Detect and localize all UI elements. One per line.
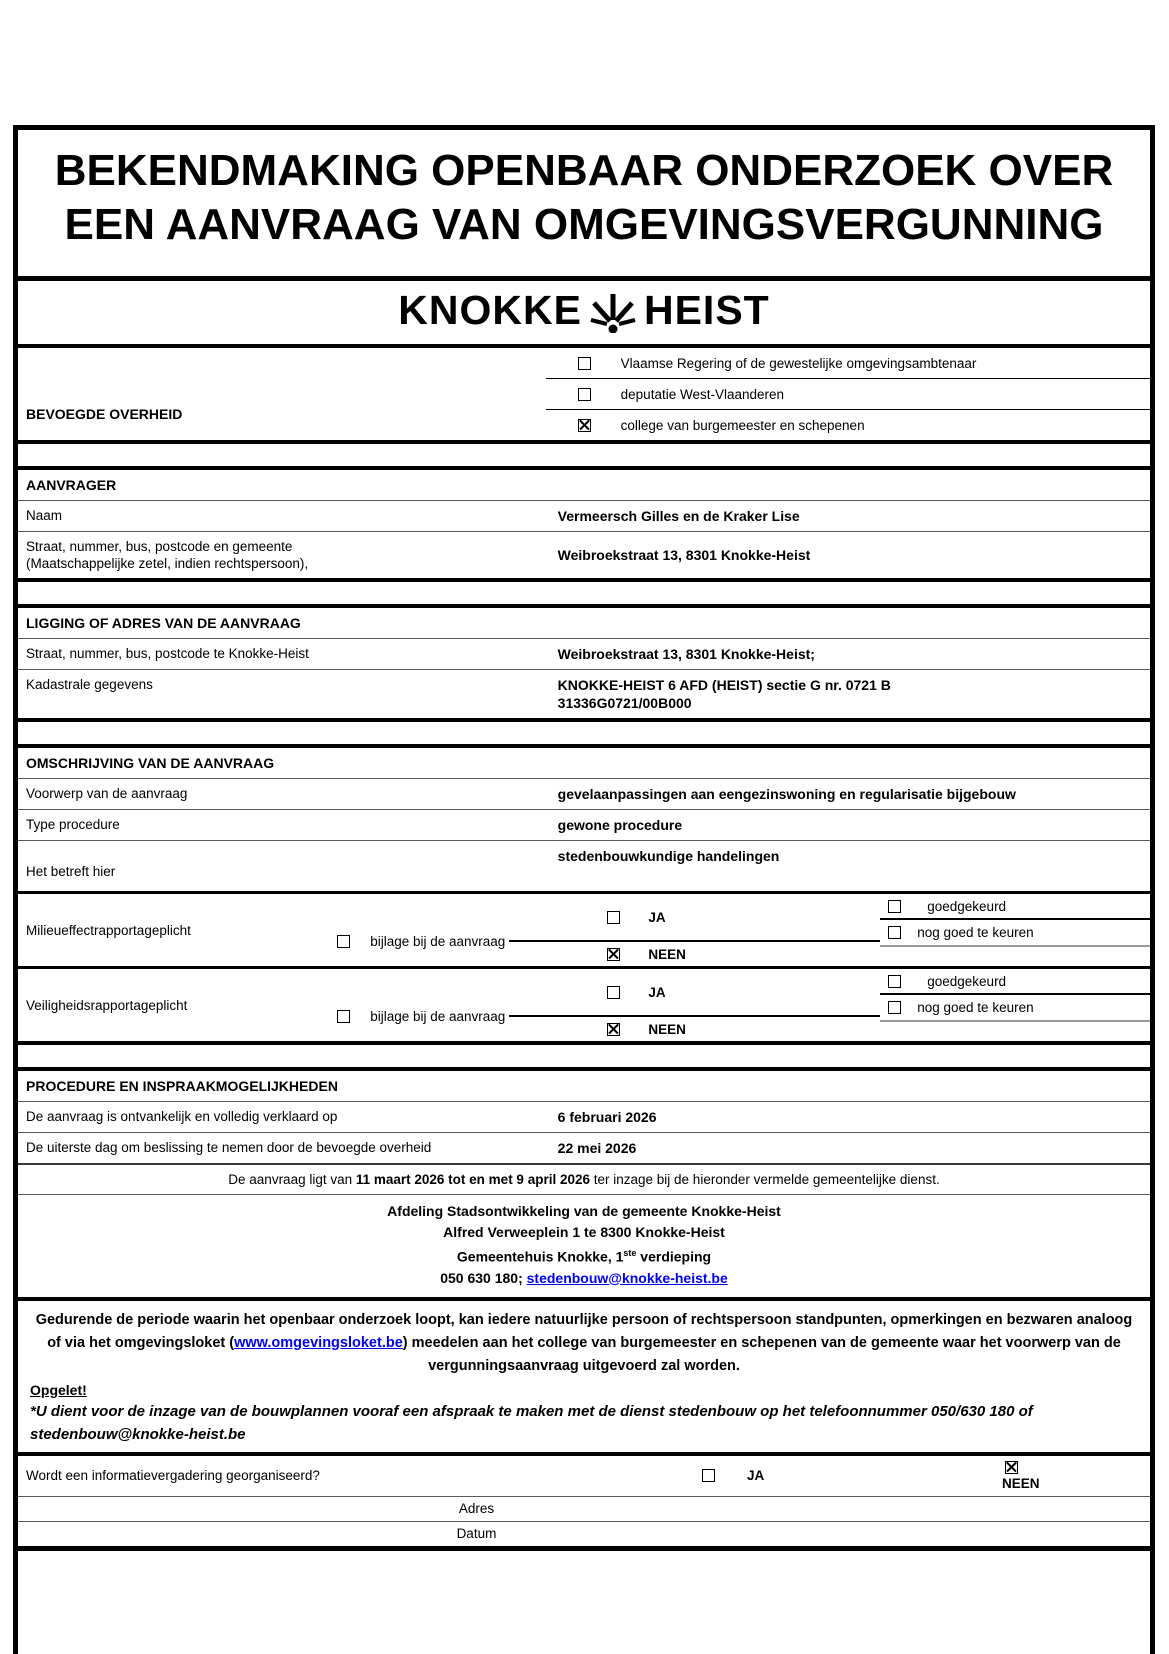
- checkbox-milieu-bijlage[interactable]: [337, 935, 350, 948]
- option-label: deputatie West-Vlaanderen: [620, 386, 785, 402]
- checkbox-milieu-nog[interactable]: [888, 926, 901, 939]
- empty-cell: [880, 1022, 1150, 1041]
- checkbox-milieu-neen[interactable]: [607, 948, 620, 961]
- row-veiligheidsrapportageplicht: [18, 966, 1150, 1041]
- veiligheid-label-cell: [18, 969, 509, 1041]
- dienst-name: Afdeling Stadsontwikkeling van de gemeente Knokke-Heist: [387, 1203, 781, 1219]
- section-omschrijving: [18, 744, 1150, 1045]
- table-row: [18, 639, 1150, 669]
- checkbox-milieu-ja[interactable]: [607, 911, 620, 924]
- checkbox-college[interactable]: [578, 419, 591, 432]
- kadaster-label: Kadastrale gegevens: [26, 677, 153, 692]
- aanvrager-adres-value: Weibroekstraat 13, 8301 Knokke-Heist: [557, 547, 811, 563]
- option-college: [546, 409, 1150, 440]
- checkbox-vergadering-neen[interactable]: [1005, 1461, 1018, 1474]
- ligging-straat-label: Straat, nummer, bus, postcode te Knokke-Heist: [26, 646, 309, 661]
- table-row: [18, 531, 1150, 578]
- goedgekeurd-label: goedgekeurd: [927, 973, 1007, 989]
- vergadering-block: [18, 1452, 1150, 1546]
- veiligheid-goedkeuring: [880, 969, 1150, 1041]
- omgevingsloket-link[interactable]: www.omgevingsloket.be: [234, 1334, 403, 1351]
- email-link[interactable]: stedenbouw@knokke-heist.be: [526, 1269, 728, 1286]
- inzage-period: 11 maart 2026 tot en met 9 april 2026: [355, 1172, 590, 1187]
- veiligheid-goedgekeurd-row: [880, 969, 1150, 995]
- table-row: [18, 779, 1150, 809]
- vergadering-ja: [702, 1468, 1002, 1483]
- bevoegde-overheid-options: [546, 348, 1150, 440]
- checkbox-veiligheid-bijlage[interactable]: [337, 1010, 350, 1023]
- milieu-goedgekeurd-row: [880, 894, 1150, 920]
- naam-label: Naam: [26, 508, 63, 523]
- checkbox-vergadering-ja[interactable]: [702, 1469, 715, 1482]
- section-spacer: [18, 444, 1150, 466]
- veiligheid-neen-row: [509, 1017, 880, 1041]
- checkbox-veiligheid-nog[interactable]: [888, 1001, 901, 1014]
- table-row: [18, 501, 1150, 531]
- milieu-bijlage: [337, 934, 505, 949]
- option-label: college van burgemeester en schepenen: [620, 417, 865, 433]
- empty-cell: [880, 947, 1150, 966]
- title-box: [18, 130, 1150, 281]
- dienst-address: Alfred Verweeplein 1 te 8300 Knokke-Heist: [443, 1224, 725, 1240]
- section-procedure: [18, 1067, 1150, 1654]
- checkbox-veiligheid-neen[interactable]: [607, 1023, 620, 1036]
- option-label: Vlaamse Regering of de gewestelijke omgevingsambtenaar: [620, 355, 977, 371]
- milieu-ja-row: [509, 894, 880, 942]
- uiterste-dag-label: De uiterste dag om beslissing te nemen door de bevoegde overheid: [26, 1140, 432, 1155]
- table-row: [18, 1102, 1150, 1132]
- inzage-line: De aanvraag ligt van 11 maart 2026 tot en met 9 april 2026 ter inzage bij de hieronder vermelde gemeentelijke dienst.: [18, 1163, 1150, 1194]
- neen-label: NEEN: [1002, 1475, 1040, 1491]
- table-row: [18, 669, 1150, 718]
- ja-label: JA: [747, 1468, 765, 1484]
- option-vlaamse-regering: [546, 348, 1150, 378]
- vergadering-neen: [1002, 1457, 1150, 1495]
- logo-text-left: KNOKKE: [398, 287, 582, 333]
- betreft-label: Het betreft hier: [26, 864, 116, 879]
- nog-goed-label: nog goed te keuren: [917, 925, 1034, 940]
- type-procedure-value: gewone procedure: [557, 817, 683, 833]
- table-row: [18, 809, 1150, 840]
- veiligheid-nog-row: [880, 995, 1150, 1022]
- ontvankelijk-value: 6 februari 2026: [557, 1109, 657, 1125]
- checkbox-vlaamse-regering[interactable]: [578, 357, 591, 370]
- adres-row: [18, 1496, 1150, 1521]
- section-spacer: [18, 1045, 1150, 1067]
- checkbox-milieu-goedgekeurd[interactable]: [888, 900, 901, 913]
- veiligheid-bijlage: [337, 1009, 505, 1024]
- option-deputatie: [546, 378, 1150, 409]
- milieu-label-cell: [18, 894, 509, 966]
- sun-icon: [590, 293, 636, 333]
- milieu-ja-neen: [509, 894, 880, 966]
- veiligheid-ja-neen: [509, 969, 880, 1041]
- kadaster-value: KNOKKE-HEIST 6 AFD (HEIST) sectie G nr. 0721 B 31336G0721/00B000: [557, 677, 891, 711]
- section-ligging: [18, 604, 1150, 722]
- omschrijving-header: OMSCHRIJVING VAN DE AANVRAAG: [18, 748, 1150, 779]
- ja-label: JA: [648, 984, 666, 1000]
- section-aanvrager: [18, 466, 1150, 582]
- bijlage-label: bijlage bij de aanvraag: [370, 1009, 506, 1025]
- ligging-header: LIGGING OF ADRES VAN DE AANVRAAG: [18, 608, 1150, 639]
- page-title: BEKENDMAKING OPENBAAR ONDERZOEK OVER EEN AANVRAAG VAN OMGEVINGSVERGUNNING: [54, 146, 1114, 249]
- betreft-value: stedenbouwkundige handelingen: [557, 848, 780, 864]
- vergadering-label: Wordt een informatievergadering georganiseerd?: [26, 1468, 320, 1484]
- table-row: [18, 1132, 1150, 1163]
- section-bevoegde-overheid: [18, 344, 1150, 444]
- opgelet-title: Opgelet!: [30, 1381, 87, 1398]
- uiterste-dag-value: 22 mei 2026: [557, 1140, 637, 1156]
- bijlage-label: bijlage bij de aanvraag: [370, 934, 506, 950]
- document-form: [13, 125, 1155, 1654]
- nog-goed-label: nog goed te keuren: [917, 1000, 1034, 1015]
- vergadering-row: [18, 1456, 1150, 1496]
- neen-label: NEEN: [648, 1021, 686, 1037]
- procedure-header: PROCEDURE EN INSPRAAKMOGELIJKHEDEN: [18, 1071, 1150, 1102]
- logo-text-right: HEIST: [643, 287, 770, 333]
- milieu-label: Milieueffectrapportageplicht: [26, 922, 191, 938]
- section-spacer: [18, 582, 1150, 604]
- milieu-goedkeuring: [880, 894, 1150, 966]
- type-procedure-label: Type procedure: [26, 817, 120, 832]
- veiligheid-ja-row: [509, 969, 880, 1017]
- neen-label: NEEN: [648, 946, 686, 962]
- ligging-straat-value: Weibroekstraat 13, 8301 Knokke-Heist;: [557, 646, 815, 662]
- adres-label: Adres: [458, 1501, 495, 1517]
- dienst-contact: 050 630 180; stedenbouw@knokke-heist.be: [440, 1269, 728, 1286]
- bevoegde-overheid-label: BEVOEGDE OVERHEID: [26, 406, 183, 422]
- milieu-neen-row: [509, 942, 880, 966]
- ja-label: JA: [648, 909, 666, 925]
- veiligheid-label: Veiligheidsrapportageplicht: [26, 997, 188, 1013]
- voorwerp-value: gevelaanpassingen aan eengezinswoning en regularisatie bijgebouw: [557, 786, 1016, 802]
- bezwaar-paragraph: Gedurende de periode waarin het openbaar onderzoek loopt, kan iedere natuurlijke persoon of rechtspersoon standpunten, opmerkingen en bezwaren analoog of via het omgevingsloket (www.omgevingsloket.be) meedelen aan het college van burgemeester en schepenen van de gemeente waar het voorwerp van de vergunningsaanvraag uitgevoerd zal worden.: [35, 1311, 1133, 1374]
- dienst-floor: Gemeentehuis Knokke, 1ste verdieping: [456, 1248, 712, 1265]
- checkbox-deputatie[interactable]: [578, 388, 591, 401]
- bezwaar-block: [18, 1297, 1150, 1452]
- ontvankelijk-label: De aanvraag is ontvankelijk en volledig verklaard op: [26, 1109, 338, 1124]
- milieu-nog-row: [880, 920, 1150, 947]
- checkbox-veiligheid-goedgekeurd[interactable]: [888, 975, 901, 988]
- municipality-logo: [18, 281, 1150, 344]
- table-row: [18, 840, 1150, 891]
- datum-label: Datum: [456, 1526, 497, 1542]
- section-spacer: [18, 722, 1150, 744]
- dienst-block: [18, 1194, 1150, 1297]
- opgelet-note: *U dient voor de inzage van de bouwplannen vooraf een afspraak te maken met de dienst stedenbouw op het telefoonnummer 050/630 180 of stedenbouw@knokke-heist.be: [30, 1402, 1033, 1443]
- checkbox-veiligheid-ja[interactable]: [607, 986, 620, 999]
- voorwerp-label: Voorwerp van de aanvraag: [26, 786, 188, 801]
- aanvrager-adres-label: Straat, nummer, bus, postcode en gemeente (Maatschappelijke zetel, indien rechtspersoon),: [26, 539, 309, 571]
- naam-value: Vermeersch Gilles en de Kraker Lise: [557, 508, 800, 524]
- aanvrager-header: AANVRAGER: [18, 470, 1150, 501]
- empty-signature-area: [18, 1546, 1150, 1654]
- datum-row: [18, 1521, 1150, 1546]
- row-milieueffectrapportageplicht: [18, 891, 1150, 966]
- goedgekeurd-label: goedgekeurd: [927, 898, 1007, 914]
